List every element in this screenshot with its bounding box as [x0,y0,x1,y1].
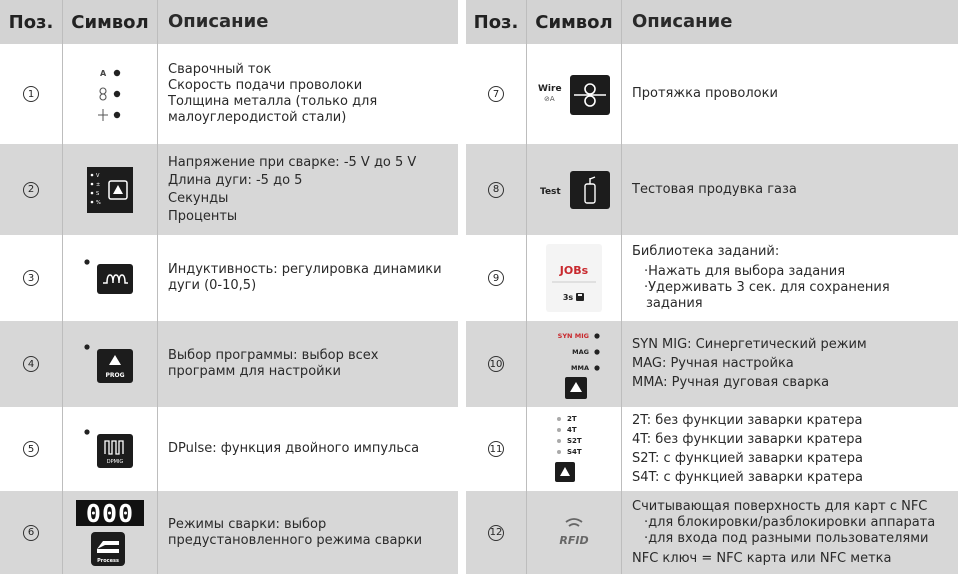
description-line: ·Удерживать 3 сек. для сохранения [644,280,890,295]
thickness-icon [98,109,108,121]
description-line: Библиотека заданий: [632,244,780,259]
description-line: MMA: Ручная дуговая сварка [632,375,830,390]
program-button-icon [83,343,137,385]
description-line: предустановленного режима сварки [168,532,423,548]
description-line: Длина дуги: -5 до 5 [168,172,303,188]
description-line: 2T: без функции заварки кратера [632,412,863,428]
table-row-11 [466,407,958,491]
table-row-7 [466,44,958,144]
description-line: ·для блокировки/разблокировки аппарата [644,514,936,530]
table-row-3 [0,235,458,321]
table-row-6 [0,491,458,574]
description-line: программ для настройки [168,364,341,379]
description-line: Протяжка проволоки [632,86,778,101]
table-row-12 [466,491,958,574]
process-display-icon [74,496,146,570]
gas-test-button-icon [534,167,614,213]
header-description: Описание [632,11,733,32]
svg-text:±: ± [96,181,101,188]
description-line: Считывающая поверхность для карт с NFC [632,498,928,514]
svg-text:3s: 3s [562,293,574,302]
position-number: 1 [23,86,39,102]
description-line: ·для входа под разными пользователями [644,530,929,546]
svg-text:MAG: MAG [572,348,589,356]
description-line: ·Нажать для выбора задания [644,264,846,279]
svg-text:%: % [96,199,101,206]
svg-text:4T: 4T [567,426,577,434]
description-line: Тестовая продувка газа [632,181,797,197]
table-row-4 [0,321,458,407]
description-line: SYN MIG: Синергетический режим [632,337,867,352]
svg-text:DPMIG: DPMIG [106,459,124,465]
description-line: Скорость подачи проволоки [168,78,363,93]
description-line: Секунды [168,190,229,206]
description-line: Напряжение при сварке: -5 V до 5 V [168,154,417,170]
position-number: 11 [488,441,504,457]
right-table [466,0,958,574]
table-row-1 [0,44,458,144]
wire-speed-icon [100,88,106,100]
description-line: DPulse: функция двойного импульса [168,441,420,456]
position-number: 6 [23,525,39,541]
svg-text:S4T: S4T [567,448,582,456]
description-line: Режимы сварки: выбор [168,516,327,532]
table-row-2 [0,144,458,235]
header-symbol: Символ [527,0,622,44]
svg-text:Test: Test [540,186,561,197]
description-line: Толщина металла (только для [168,94,378,109]
description-line: Выбор программы: выбор всех [168,348,379,363]
svg-text:SYN MIG: SYN MIG [557,332,589,340]
table-header [466,0,958,44]
svg-text:Wire: Wire [538,84,562,94]
left-table [0,0,458,574]
svg-text:MMA: MMA [571,364,589,372]
description-line: MAG: Ручная настройка [632,356,794,371]
position-number: 3 [23,270,39,286]
header-description: Описание [168,11,269,32]
description-line: NFC ключ = NFC карта или NFC метка [632,550,892,566]
position-number: 5 [23,441,39,457]
table-row-10 [466,321,958,407]
inductance-button-icon [83,258,137,298]
table-row-9 [466,235,958,321]
header-pos: Поз. [0,0,63,44]
description-line: Индуктивность: регулировка динамики [168,262,442,277]
svg-text:RFID: RFID [559,533,589,547]
svg-text:000: 000 [85,498,135,528]
position-number: 8 [488,182,504,198]
ampere-label: A [100,69,107,78]
position-number: 7 [488,86,504,102]
wire-feed-button-icon [534,69,614,119]
svg-text:⊘A: ⊘A [544,95,555,103]
svg-text:Process: Process [97,557,119,564]
description-line: S2T: с функцией заварки кратера [632,450,863,466]
description-line: задания [646,296,703,311]
dpulse-button-icon [83,428,137,470]
header-pos: Поз. [466,0,527,44]
description-line: Проценты [168,208,238,224]
svg-text:V: V [96,172,100,179]
position-number: 2 [23,182,39,198]
mode-selector-icon [539,326,609,402]
indicator-leds-icon [63,44,158,144]
table-row-8 [466,144,958,235]
trigger-mode-selector-icon [549,410,599,488]
position-number: 10 [488,356,504,372]
jobs-button-icon [544,242,604,314]
description-line: малоуглеродистой стали) [168,110,347,125]
description-line: дуги (0-10,5) [168,278,257,293]
description-line: 4T: без функции заварки кратера [632,431,863,447]
table-header [0,0,458,44]
position-number: 4 [23,356,39,372]
header-symbol: Символ [63,0,158,44]
table-row-5 [0,407,458,491]
svg-text:2T: 2T [567,415,577,423]
description-line: Сварочный ток [168,62,272,77]
svg-text:JOBs: JOBs [559,264,589,277]
position-number: 9 [488,270,504,286]
svg-text:PROG: PROG [105,372,125,379]
svg-text:S: S [96,190,100,197]
svg-text:S2T: S2T [567,437,582,445]
voltage-selector-icon [87,167,133,213]
description-line: S4T: с функцией заварки кратера [632,469,863,485]
rfid-reader-icon [544,508,604,558]
position-number: 12 [488,525,504,541]
